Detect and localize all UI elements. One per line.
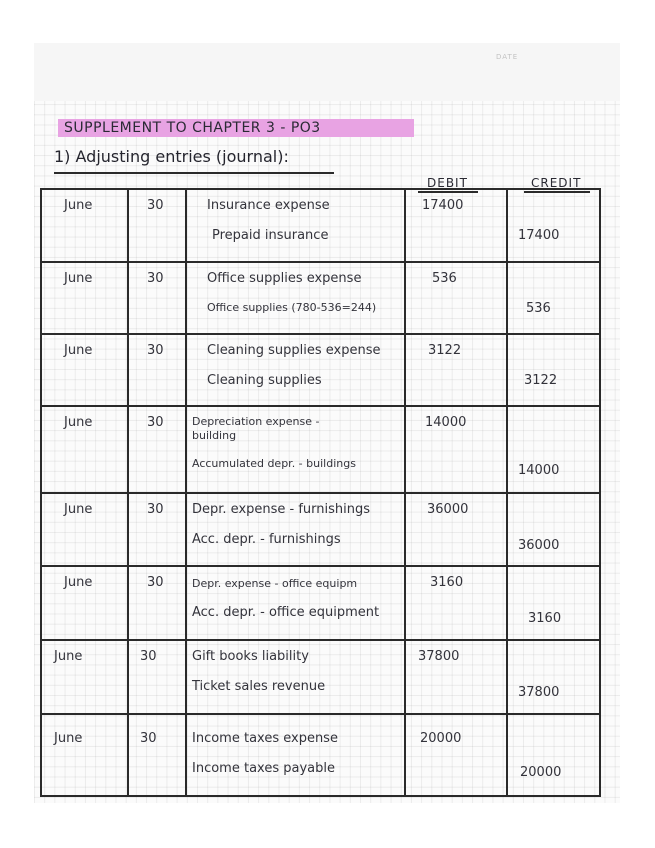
page-header-band	[34, 43, 620, 101]
section-heading: 1) Adjusting entries (journal):	[54, 147, 289, 166]
debit-amount: 536	[432, 271, 457, 286]
credit-amount: 36000	[518, 538, 560, 553]
credit-account: Income taxes payable	[192, 761, 335, 776]
entry-month: June	[64, 271, 93, 286]
entry-day: 30	[140, 649, 157, 664]
entry-day: 30	[147, 271, 164, 286]
debit-account: Depreciation expense -	[192, 415, 320, 428]
credit-amount: 14000	[518, 463, 560, 478]
entry-month: June	[64, 575, 93, 590]
entry-month: June	[54, 731, 83, 746]
debit-account: Insurance expense	[207, 198, 330, 213]
debit-account: Gift books liability	[192, 649, 309, 664]
entry-day: 30	[147, 575, 164, 590]
debit-amount: 37800	[418, 649, 460, 664]
debit-column-header: DEBIT	[427, 176, 468, 190]
credit-account: Cleaning supplies	[207, 373, 322, 388]
journal-row	[42, 335, 599, 407]
journal-row	[42, 567, 599, 641]
journal-row	[42, 190, 599, 263]
entry-day: 30	[147, 415, 164, 430]
entry-day: 30	[147, 198, 164, 213]
entry-month: June	[64, 502, 93, 517]
debit-account-continued: building	[192, 429, 237, 442]
entry-month: June	[64, 415, 93, 430]
journal-row	[42, 715, 599, 795]
credit-column-header: CREDIT	[531, 176, 582, 190]
credit-amount: 536	[526, 301, 551, 316]
credit-amount: 17400	[518, 228, 560, 243]
debit-account: Office supplies expense	[207, 271, 362, 286]
credit-amount: 20000	[520, 765, 562, 780]
debit-amount: 17400	[422, 198, 464, 213]
debit-amount: 20000	[420, 731, 462, 746]
journal-row	[42, 407, 599, 494]
credit-amount: 37800	[518, 685, 560, 700]
section-heading-underline	[54, 172, 334, 174]
journal-row	[42, 263, 599, 335]
notebook-page	[34, 43, 620, 803]
debit-amount: 36000	[427, 502, 469, 517]
debit-amount: 3122	[428, 343, 462, 358]
credit-account: Accumulated depr. - buildings	[192, 457, 356, 470]
credit-amount: 3160	[528, 611, 562, 626]
debit-account: Income taxes expense	[192, 731, 338, 746]
entry-month: June	[54, 649, 83, 664]
journal-row	[42, 494, 599, 567]
entry-day: 30	[147, 343, 164, 358]
debit-account: Depr. expense - furnishings	[192, 502, 371, 517]
credit-account: Ticket sales revenue	[192, 679, 326, 694]
debit-amount: 3160	[430, 575, 464, 590]
debit-account: Depr. expense - office equipm	[192, 577, 358, 590]
journal-table	[40, 188, 601, 797]
credit-account: Prepaid insurance	[212, 228, 329, 243]
debit-amount: 14000	[425, 415, 467, 430]
credit-account: Acc. depr. - furnishings	[192, 532, 341, 547]
credit-account: Office supplies (780-536=244)	[207, 301, 377, 314]
entry-month: June	[64, 343, 93, 358]
entry-day: 30	[140, 731, 157, 746]
credit-account: Acc. depr. - office equipment	[192, 605, 380, 620]
debit-account: Cleaning supplies expense	[207, 343, 381, 358]
page-title: SUPPLEMENT TO CHAPTER 3 - PO3	[64, 120, 321, 136]
date-label: DATE	[496, 53, 519, 61]
entry-day: 30	[147, 502, 164, 517]
journal-row	[42, 641, 599, 715]
entry-month: June	[64, 198, 93, 213]
credit-amount: 3122	[524, 373, 558, 388]
